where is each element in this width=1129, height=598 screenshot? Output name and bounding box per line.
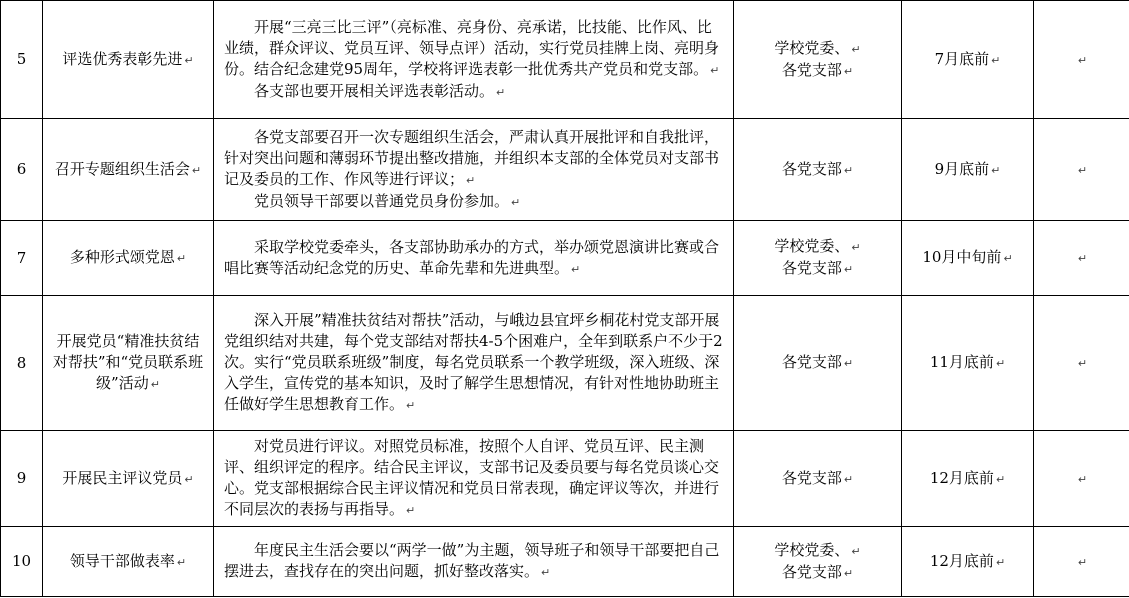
dept-line xyxy=(734,60,901,82)
dept-text: 学校党委、 xyxy=(774,237,850,255)
content-paragraph-text: 年度民主生活会要以“两学一做”为主题，领导班子和领导干部要把自己摆进去，查找存在的突出问题，抓好整改落实。 xyxy=(224,541,720,580)
table-row xyxy=(1,221,1129,296)
dept-line xyxy=(734,258,901,280)
paragraph-mark-icon: ↵ xyxy=(1077,472,1088,486)
row-number-text: 5 xyxy=(16,50,27,68)
dept-line xyxy=(734,236,901,258)
responsible-dept xyxy=(734,527,902,597)
paragraph-mark-icon: ↵ xyxy=(1077,53,1088,67)
content-paragraph xyxy=(224,310,725,416)
paragraph-mark-icon: ↵ xyxy=(995,472,1006,486)
item-name xyxy=(43,221,214,296)
dept-text: 学校党委、 xyxy=(774,540,850,559)
paragraph-mark-icon: ↵ xyxy=(991,163,1001,177)
item-name xyxy=(43,527,214,597)
content-paragraph xyxy=(224,540,725,583)
remark xyxy=(1034,1,1129,119)
dept-text: 学校党委、 xyxy=(774,38,850,57)
content-paragraph-text: 各支部也要开展相关评选表彰活动。 xyxy=(254,81,495,100)
row-number-text: 10 xyxy=(11,552,32,570)
paragraph-mark-icon: ↵ xyxy=(843,263,854,276)
paragraph-mark-icon: ↵ xyxy=(176,555,187,569)
content-paragraph xyxy=(224,436,725,521)
responsible-dept xyxy=(734,431,902,527)
item-name xyxy=(43,296,214,431)
dept-line xyxy=(734,468,901,490)
dept-text: 各党支部 xyxy=(781,60,842,79)
paragraph-mark-icon: ↵ xyxy=(1077,357,1088,370)
paragraph-mark-icon: ↵ xyxy=(406,504,416,517)
paragraph-mark-icon: ↵ xyxy=(466,173,476,187)
row-number xyxy=(1,1,43,119)
paragraph-mark-icon: ↵ xyxy=(184,53,194,67)
table-row xyxy=(1,431,1129,527)
remark xyxy=(1034,527,1129,597)
content-paragraph xyxy=(224,17,725,81)
row-number xyxy=(1,221,43,296)
paragraph-mark-icon: ↵ xyxy=(1077,252,1088,265)
row-number-text: 9 xyxy=(16,469,27,487)
paragraph-mark-icon: ↵ xyxy=(406,399,416,412)
content-paragraph-text: 采取学校党委牵头，各支部协助承办的方式，举办颂党恩演讲比赛或合唱比赛等活动纪念党的历史、革命先辈和先进典型。 xyxy=(224,237,720,277)
item-name-text: 评选优秀表彰先进 xyxy=(62,49,183,68)
paragraph-mark-icon: ↵ xyxy=(843,472,854,486)
dept-line xyxy=(734,562,901,584)
item-name-text: 开展民主评议党员 xyxy=(62,468,183,487)
deadline xyxy=(902,296,1034,431)
item-content xyxy=(214,431,734,527)
dept-line xyxy=(734,352,901,374)
dept-line xyxy=(734,38,901,60)
paragraph-mark-icon: ↵ xyxy=(991,53,1001,67)
dept-line xyxy=(734,540,901,562)
paragraph-mark-icon: ↵ xyxy=(184,472,194,486)
paragraph-mark-icon: ↵ xyxy=(1003,252,1013,265)
row-number xyxy=(1,431,43,527)
item-content xyxy=(214,1,734,119)
item-name-text: 召开专题组织生活会 xyxy=(54,159,190,178)
responsible-dept xyxy=(734,1,902,119)
deadline xyxy=(902,527,1034,597)
paragraph-mark-icon: ↵ xyxy=(995,555,1006,569)
remark xyxy=(1034,431,1129,527)
table-row xyxy=(1,1,1129,119)
item-content xyxy=(214,119,734,221)
item-name xyxy=(43,119,214,221)
paragraph-mark-icon: ↵ xyxy=(843,64,854,78)
dept-text: 各党支部 xyxy=(781,562,842,581)
paragraph-mark-icon: ↵ xyxy=(851,42,861,56)
deadline xyxy=(902,119,1034,221)
content-paragraph xyxy=(224,127,725,191)
paragraph-mark-icon: ↵ xyxy=(191,163,202,177)
content-paragraph xyxy=(224,237,725,280)
row-number-text: 7 xyxy=(16,248,27,267)
responsible-dept xyxy=(734,119,902,221)
deadline-text: 9月底前 xyxy=(934,159,990,178)
row-number xyxy=(1,119,43,221)
deadline-text: 11月底前 xyxy=(929,353,994,371)
paragraph-mark-icon: ↵ xyxy=(1077,163,1088,177)
dept-text: 各党支部 xyxy=(781,259,842,277)
remark xyxy=(1034,296,1129,431)
content-paragraph xyxy=(224,81,725,103)
paragraph-mark-icon: ↵ xyxy=(541,566,551,579)
dept-text: 各党支部 xyxy=(781,468,842,487)
paragraph-mark-icon: ↵ xyxy=(511,195,521,209)
deadline-text: 10月中旬前 xyxy=(922,248,1002,266)
deadline-text: 7月底前 xyxy=(934,49,990,68)
deadline xyxy=(902,431,1034,527)
responsible-dept xyxy=(734,296,902,431)
dept-text: 各党支部 xyxy=(781,353,842,371)
paragraph-mark-icon: ↵ xyxy=(176,252,187,265)
item-content xyxy=(214,296,734,431)
paragraph-mark-icon: ↵ xyxy=(843,357,854,370)
item-content xyxy=(214,527,734,597)
item-name-text: 开展党员“精准扶贫结对帮扶”和“党员联系班级”活动 xyxy=(52,332,204,392)
row-number xyxy=(1,527,43,597)
table-row xyxy=(1,119,1129,221)
content-paragraph-text: 深入开展”精准扶贫结对帮扶”活动，与峨边县宜坪乡桐花村党支部开展党组织结对共建，每个党支部结对帮扶4-5个困难户，全年到联系户不少于2次。实行“党员联系班级”制度，每名党员联系一个教学班级，深入班级、深入学生，宣传党的基本知识，及时了解学生思想情况，有针对性地协助班主任做好学生思想教育工作。 xyxy=(224,311,723,413)
content-paragraph-text: 各党支部要召开一次专题组织生活会，严肃认真开展批评和自我批评，针对突出问题和薄弱环节提出整改措施，并组织本支部的全体党员对支部书记及委员的工作、作风等进行评议； xyxy=(224,127,720,188)
item-name-text: 领导干部做表率 xyxy=(69,551,175,570)
paragraph-mark-icon: ↵ xyxy=(710,63,720,77)
dept-line xyxy=(734,159,901,181)
item-content xyxy=(214,221,734,296)
deadline xyxy=(902,1,1034,119)
paragraph-mark-icon: ↵ xyxy=(995,357,1006,370)
item-name xyxy=(43,1,214,119)
paragraph-mark-icon: ↵ xyxy=(843,163,854,177)
paragraph-mark-icon: ↵ xyxy=(150,378,160,391)
content-paragraph xyxy=(224,191,725,213)
deadline xyxy=(902,221,1034,296)
content-paragraph-text: 开展“三亮三比三评”（亮标准、亮身份、亮承诺，比技能、比作风、比业绩，群众评议、党员互评、领导点评）活动，实行党员挂牌上岗、亮明身份。结合纪念建党95周年，学校将评选表彰一批优秀共产党员和党支部。 xyxy=(224,17,720,78)
table-row xyxy=(1,527,1129,597)
remark xyxy=(1034,221,1129,296)
paragraph-mark-icon: ↵ xyxy=(1077,555,1088,569)
responsible-dept xyxy=(734,221,902,296)
paragraph-mark-icon: ↵ xyxy=(843,566,854,580)
paragraph-mark-icon: ↵ xyxy=(851,241,861,254)
deadline-text: 12月底前 xyxy=(929,468,994,487)
paragraph-mark-icon: ↵ xyxy=(496,85,506,99)
dept-text: 各党支部 xyxy=(781,159,842,178)
item-name xyxy=(43,431,214,527)
paragraph-mark-icon: ↵ xyxy=(571,262,581,276)
content-paragraph-text: 党员领导干部要以普通党员身份参加。 xyxy=(254,191,510,210)
remark xyxy=(1034,119,1129,221)
row-number xyxy=(1,296,43,431)
content-paragraph-text: 对党员进行评议。对照党员标准，按照个人自评、党员互评、民主测评、组织评定的程序。结合民主评议，支部书记及委员要与每名党员谈心交心。党支部根据综合民主评议情况和党员日常表现，确定评议等次，并进行不同层次的表扬与再指导。 xyxy=(224,437,720,518)
item-name-text: 多种形式颂党恩 xyxy=(69,248,175,266)
row-number-text: 8 xyxy=(16,353,27,372)
table-row xyxy=(1,296,1129,431)
row-number-text: 6 xyxy=(16,160,27,178)
deadline-text: 12月底前 xyxy=(929,551,994,570)
paragraph-mark-icon: ↵ xyxy=(851,544,861,558)
